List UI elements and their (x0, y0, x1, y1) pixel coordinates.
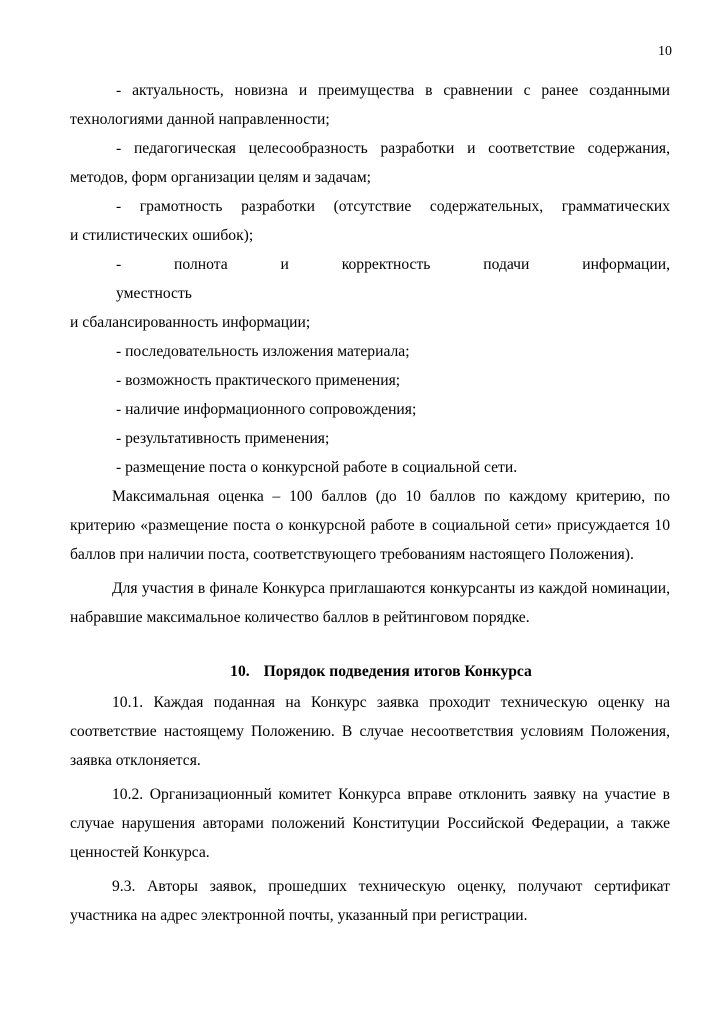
document-body (70, 76, 670, 930)
criterion-item (70, 250, 670, 337)
criterion-item (70, 424, 670, 453)
criterion-line: - последовательность изложения материала; (116, 343, 410, 360)
criterion-item (70, 337, 670, 366)
criterion-line: - грамотность разработки (отсутствие содержательных, грамматических (116, 198, 670, 215)
criterion-line: и стилистических ошибок); (70, 227, 254, 244)
criterion-line: - педагогическая целесообразность разработки и соответствие содержания, (116, 140, 670, 157)
clause-paragraph: 10.2. Организационный комитет Конкурса вправе отклонить заявку на участие в случае нарушения авторами положений Конституции Российской Федерации, а также ценностей Конкурса. (70, 786, 670, 861)
criterion-item (70, 453, 670, 482)
criterion-line: - актуальность, новизна и преимущества в сравнении с ранее созданными (116, 82, 670, 99)
max-score-paragraph: Максимальная оценка – 100 баллов (до 10 баллов по каждому критерию, по критерию «размещение поста о конкурсной работе в социальной сети» присуждается 10 баллов при наличии поста, соответствующего требованиям настоящего Положения). (70, 488, 670, 563)
criterion-line: методов, форм организации целям и задачам; (70, 169, 371, 186)
criterion-line: - наличие информационного сопровождения; (116, 401, 417, 418)
clause-paragraph: 9.3. Авторы заявок, прошедших техническую оценку, получают сертификат участника на адрес электронной почты, указанный при регистрации. (70, 878, 670, 924)
criterion-item (70, 366, 670, 395)
final-paragraph: Для участия в финале Конкурса приглашаются конкурсанты из каждой номинации, набравшие максимальное количество баллов в рейтинговом порядке. (70, 580, 670, 626)
criterion-line: - полнота и корректность подачи информации, уместность (116, 256, 670, 302)
criterion-line: и сбалансированность информации; (70, 314, 311, 331)
criterion-item (70, 192, 670, 250)
criterion-line: - размещение поста о конкурсной работе в социальной сети. (116, 459, 518, 476)
section-title: Порядок подведения итогов Конкурса (263, 663, 532, 680)
criterion-item (70, 76, 670, 134)
criterion-item (70, 134, 670, 192)
criterion-item (70, 395, 670, 424)
criteria-list (70, 76, 670, 482)
clause-paragraph: 10.1. Каждая поданная на Конкурс заявка проходит техническую оценку на соответствие настоящему Положению. В случае несоответствия условиям Положения, заявка отклоняется. (70, 694, 670, 769)
criterion-line: - возможность практического применения; (116, 372, 401, 389)
page-number: 10 (658, 44, 672, 59)
section-number: 10. (230, 663, 250, 680)
criterion-line: - результативность применения; (116, 430, 330, 447)
criterion-line: технологиями данной направленности; (70, 111, 330, 128)
section-heading (70, 657, 670, 686)
